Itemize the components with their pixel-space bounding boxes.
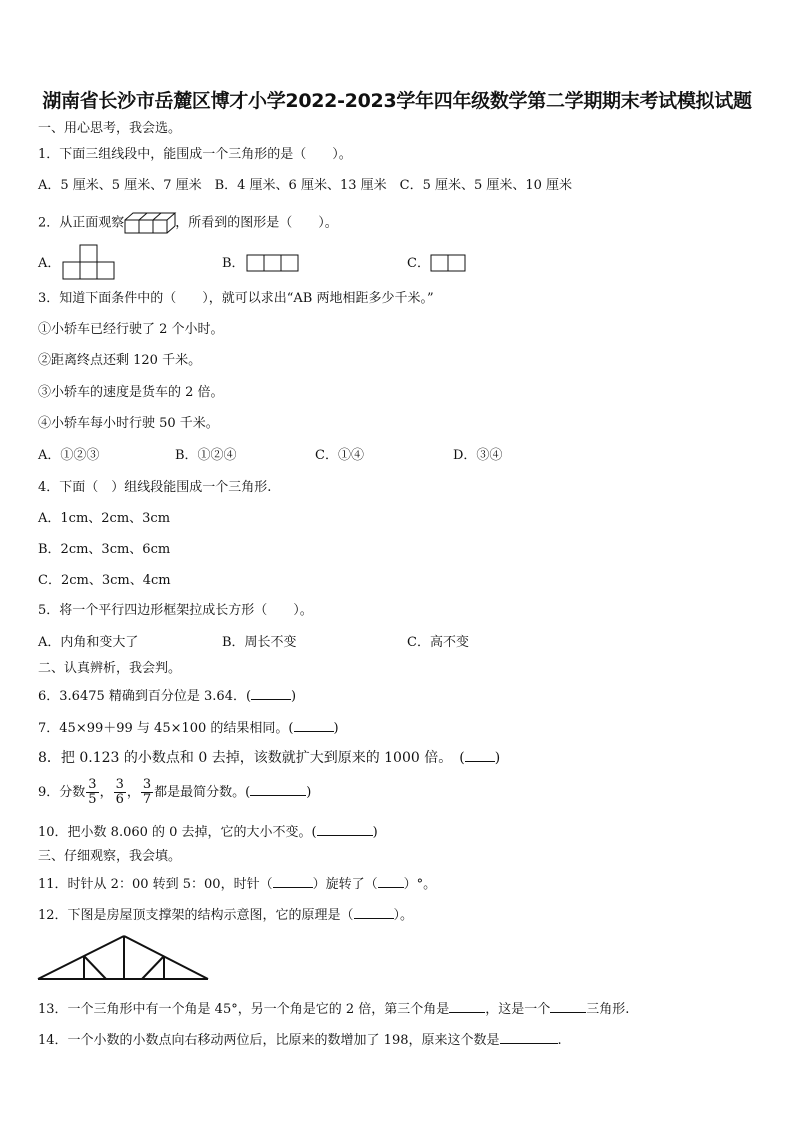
fraction-1-denominator: 5 <box>88 792 97 807</box>
fraction-1-numerator: 3 <box>88 777 97 792</box>
question-5-option-c: C．高不变 <box>407 635 469 650</box>
question-10-text: 10．把小数 8.060 的 0 去掉，它的大小不变。( <box>38 825 317 840</box>
question-14-text-a: 14．一个小数的小数点向右移动两位后，比原来的数增加了 198，原来这个数是 <box>38 1033 500 1048</box>
fraction-3-numerator: 3 <box>142 777 152 792</box>
question-4-option-c: C．2cm、3cm、4cm <box>38 573 171 588</box>
fraction-2-denominator: 6 <box>115 792 124 807</box>
question-5-option-a: A．内角和变大了 <box>38 635 139 650</box>
question-9-text-end: 都是最简分数。( <box>154 785 251 800</box>
option-c-label: C． <box>407 256 430 271</box>
question-6 <box>38 686 296 706</box>
question-7-end: ) <box>333 721 339 736</box>
question-2-stem-end: ，所看到的图形是（ ）。 <box>175 215 338 231</box>
question-6-end: ) <box>291 689 297 704</box>
question-10-end: ) <box>372 825 378 840</box>
answer-blank[interactable] <box>465 748 495 762</box>
fraction-1 <box>86 778 98 807</box>
option-a-label: A． <box>38 256 61 271</box>
answer-blank[interactable] <box>251 686 291 700</box>
question-11-text-b: ）旋转了（ <box>312 877 378 892</box>
question-2-stem-start: 2．从正面观察 <box>38 215 125 231</box>
question-3-condition-2: ②距离终点还剩 120 千米。 <box>38 353 202 368</box>
question-8 <box>38 748 500 767</box>
question-14-text-b: . <box>557 1033 562 1048</box>
question-11-text-c: ）°。 <box>403 877 437 892</box>
question-8-text: 8．把 0.123 的小数点和 0 去掉，该数就扩大到原来的 1000 倍。 ( <box>38 750 465 766</box>
page-title: 湖南省长沙市岳麓区博才小学2022-2023学年四年级数学第二学期期末考试模拟试题 <box>42 90 752 112</box>
fraction-3 <box>141 778 153 807</box>
question-9-text-start: 9．分数 <box>38 785 86 800</box>
option-b-figure <box>246 254 300 272</box>
question-3-option-a: A．①②③ <box>38 448 100 463</box>
answer-blank[interactable] <box>378 874 404 888</box>
fraction-separator: ， <box>99 785 113 800</box>
option-c-figure <box>430 254 467 272</box>
question-3-condition-1: ①小轿车已经行驶了 2 个小时。 <box>38 322 224 337</box>
option-a-figure <box>62 244 116 280</box>
section-heading-2: 二、认真辨析，我会判。 <box>38 661 182 676</box>
option-b-label: B． <box>222 256 245 271</box>
question-3-option-c: C．①④ <box>315 448 364 463</box>
question-10 <box>38 822 378 842</box>
question-12 <box>38 905 413 925</box>
answer-blank[interactable] <box>250 782 306 796</box>
question-12-end: ）。 <box>393 908 414 923</box>
question-4-option-b: B．2cm、3cm、6cm <box>38 542 171 557</box>
question-13-text-a: 13．一个三角形中有一个角是 45°，另一个角是它的 2 倍，第三个角是 <box>38 1002 450 1017</box>
question-13-text-b: ，这是一个 <box>485 1002 551 1017</box>
answer-blank[interactable] <box>550 999 586 1013</box>
roof-truss-figure <box>36 934 212 982</box>
question-13-text-c: 三角形. <box>586 1002 630 1017</box>
question-8-end: ) <box>494 750 501 766</box>
section-heading-1: 一、用心思考，我会选。 <box>38 121 182 136</box>
question-2-option-a <box>38 255 60 273</box>
fraction-2-numerator: 3 <box>115 777 124 792</box>
fraction-3-denominator: 7 <box>142 792 152 807</box>
question-7 <box>38 718 339 738</box>
question-3-condition-3: ③小轿车的速度是货车的 2 倍。 <box>38 385 224 400</box>
question-11 <box>38 874 436 894</box>
section-heading-3: 三、仔细观察，我会填。 <box>38 849 182 864</box>
answer-blank[interactable] <box>273 874 313 888</box>
fraction-separator: ， <box>126 785 140 800</box>
question-1-stem: 1．下面三组线段中，能围成一个三角形的是（ ）。 <box>38 147 352 162</box>
question-3-stem: 3．知道下面条件中的（ ），就可以求出“AB 两地相距多少千米。” <box>38 291 434 306</box>
question-14 <box>38 1030 562 1050</box>
question-13 <box>38 999 629 1019</box>
answer-blank[interactable] <box>317 822 373 836</box>
question-9-end: ) <box>306 785 312 800</box>
question-5-stem: 5．将一个平行四边形框架拉成长方形（ ）。 <box>38 603 313 618</box>
question-3-option-d: D．③④ <box>453 448 503 463</box>
question-2-option-b <box>222 255 245 273</box>
fraction-2 <box>114 778 126 807</box>
question-4-stem: 4．下面（ ）组线段能围成一个三角形. <box>38 480 272 495</box>
answer-blank[interactable] <box>449 999 485 1013</box>
question-12-text: 12．下图是房屋顶支撑架的结构示意图，它的原理是（ <box>38 908 354 923</box>
question-3-condition-4: ④小轿车每小时行驶 50 千米。 <box>38 416 219 431</box>
question-1-options: A．5 厘米、5 厘米、7 厘米 B．4 厘米、6 厘米、13 厘米 C．5 厘米、5 厘米、10 厘米 <box>38 178 573 193</box>
question-5-option-b: B．周长不变 <box>222 635 297 650</box>
question-2-option-c <box>407 255 430 273</box>
question-3-option-b: B．①②④ <box>175 448 237 463</box>
question-9 <box>38 776 311 810</box>
question-11-text-a: 11．时针从 2：00 转到 5：00，时针（ <box>38 877 273 892</box>
question-7-text: 7．45×99＋99 与 45×100 的结果相同。( <box>38 721 294 736</box>
answer-blank[interactable] <box>500 1030 558 1044</box>
question-4-option-a: A．1cm、2cm、3cm <box>38 511 171 526</box>
cube-stack-figure <box>125 212 175 234</box>
answer-blank[interactable] <box>354 905 394 919</box>
question-6-text: 6．3.6475 精确到百分位是 3.64．( <box>38 689 252 704</box>
question-2-stem <box>38 212 338 234</box>
answer-blank[interactable] <box>294 718 334 732</box>
